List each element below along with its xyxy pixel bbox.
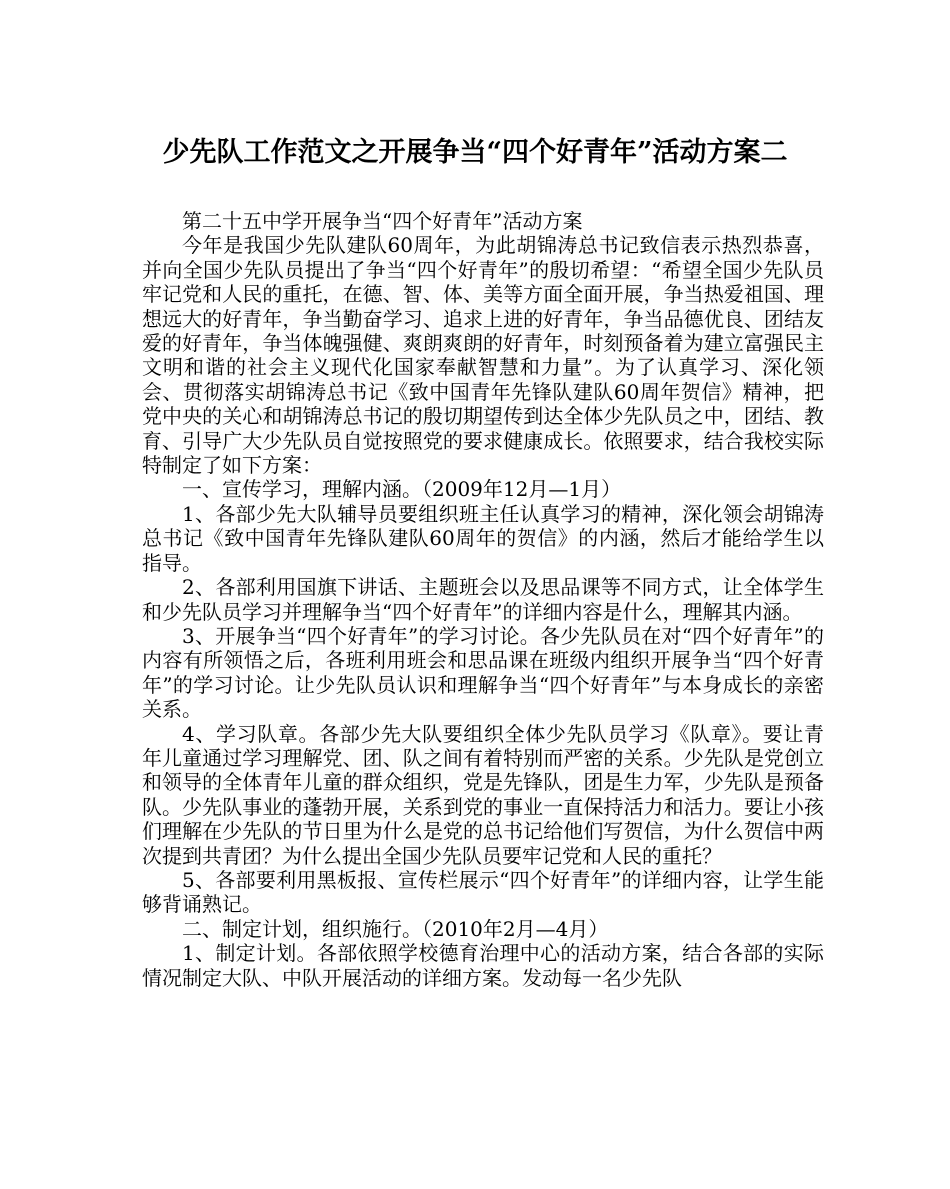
paragraph-item: 1、各部少先大队辅导员要组织班主任认真学习的精神，深化领会胡锦涛总书记《致中国青年先锋队建队60周年的贺信》的内涵，然后才能给学生以指导。	[142, 501, 824, 575]
document-body	[142, 209, 824, 990]
paragraph-item: 4、学习队章。各部少先大队要组织全体少先队员学习《队章》。要让青年儿童通过学习理解党、团、队之间有着特别而严密的关系。少先队是党创立和领导的全体青年儿童的群众组织，党是先锋队，团是生力军，少先队是预备队。少先队事业的蓬勃开展，关系到党的事业一直保持活力和活力。要让小孩们理解在少先队的节日里为什么是党的总书记给他们写贺信，为什么贺信中两次提到共青团？为什么提出全国少先队员要牢记党和人民的重托？	[142, 721, 824, 868]
paragraph-intro: 今年是我国少先队建队60周年，为此胡锦涛总书记致信表示热烈恭喜，并向全国少先队员提出了争当“四个好青年”的殷切希望：“希望全国少先队员牢记党和人民的重托，在德、智、体、美等方面全面开展，争当热爱祖国、理想远大的好青年，争当勤奋学习、追求上进的好青年，争当品德优良、团结友爱的好青年，争当体魄强健、爽朗爽朗的好青年，时刻预备着为建立富强民主文明和谐的社会主义现代化国家奉献智慧和力量”。为了认真学习、深化领会、贯彻落实胡锦涛总书记《致中国青年先锋队建队60周年贺信》精神，把党中央的关心和胡锦涛总书记的殷切期望传到达全体少先队员之中，团结、教育、引导广大少先队员自觉按照党的要求健康成长。依照要求，结合我校实际特制定了如下方案：	[142, 233, 824, 478]
paragraph-subtitle: 第二十五中学开展争当“四个好青年”活动方案	[182, 209, 583, 233]
paragraph-item: 1、制定计划。各部依照学校德育治理中心的活动方案，结合各部的实际情况制定大队、中队开展活动的详细方案。发动每一名少先队	[142, 941, 824, 990]
section-heading-1: 一、宣传学习，理解内涵。（2009年12月—1月）	[182, 477, 622, 502]
section-heading-2: 二、制定计划，组织施行。（2010年2月—4月）	[182, 916, 609, 941]
document-title: 少先队工作范文之开展争当“四个好青年”活动方案二	[162, 137, 788, 168]
paragraph-item: 3、开展争当“四个好青年”的学习讨论。各少先队员在对“四个好青年”的内容有所领悟之后，各班利用班会和思品课在班级内组织开展争当“四个好青年”的学习讨论。让少先队员认识和理解争当“四个好青年”与本身成长的亲密关系。	[142, 623, 824, 722]
paragraph-item: 5、各部要利用黑板报、宣传栏展示“四个好青年”的详细内容，让学生能够背诵熟记。	[142, 867, 824, 917]
paragraph-item: 2、各部利用国旗下讲话、主题班会以及思品课等不同方式，让全体学生和少先队员学习并理解争当“四个好青年”的详细内容是什么，理解其内涵。	[142, 575, 824, 624]
